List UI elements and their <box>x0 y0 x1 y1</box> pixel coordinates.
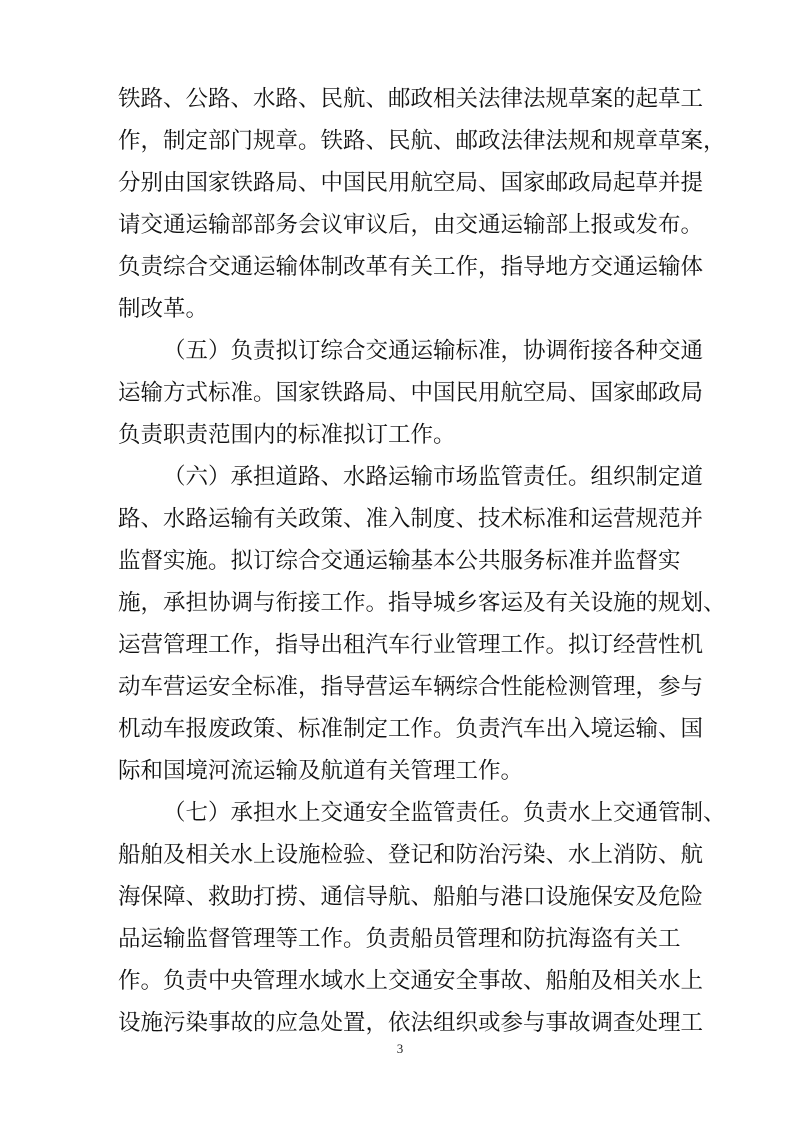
text-line: 路、水路运输有关政策、准入制度、技术标准和运营规范并 <box>118 506 704 532</box>
text-line: 运输方式标准。国家铁路局、中国民用航空局、国家邮政局 <box>118 380 704 406</box>
paragraph-heading-7: （七）承担水上交通安全监管责任。负责水上交通管制、 <box>163 800 726 826</box>
text-line: 际和国境河流运输及航道有关管理工作。 <box>118 758 524 784</box>
page-number: 3 <box>396 1041 404 1056</box>
paragraph-heading-5: （五）负责拟订综合交通运输标准，协调衔接各种交通 <box>163 338 704 364</box>
text-line: 分别由国家铁路局、中国民用航空局、国家邮政局起草并提 <box>118 170 704 196</box>
text-line: 船舶及相关水上设施检验、登记和防治污染、水上消防、航 <box>118 842 704 868</box>
text-line: 施，承担协调与衔接工作。指导城乡客运及有关设施的规划、 <box>118 590 726 616</box>
text-line: 动车营运安全标准，指导营运车辆综合性能检测管理，参与 <box>118 674 704 700</box>
text-line: 作。负责中央管理水域水上交通安全事故、船舶及相关水上 <box>118 968 704 994</box>
text-line: 铁路、公路、水路、民航、邮政相关法律法规草案的起草工 <box>118 86 704 112</box>
text-line: 海保障、救助打捞、通信导航、船舶与港口设施保安及危险 <box>118 884 704 910</box>
text-line: 品运输监督管理等工作。负责船员管理和防抗海盗有关工 <box>118 926 681 952</box>
text-line: 机动车报废政策、标准制定工作。负责汽车出入境运输、国 <box>118 716 704 742</box>
text-line: 制改革。 <box>118 296 209 322</box>
text-line: 作，制定部门规章。铁路、民航、邮政法律法规和规章草案， <box>118 128 726 154</box>
text-line: 设施污染事故的应急处置，依法组织或参与事故调查处理工 <box>118 1010 704 1036</box>
text-line: 监督实施。拟订综合交通运输基本公共服务标准并监督实 <box>118 548 681 574</box>
paragraph-heading-6: （六）承担道路、水路运输市场监管责任。组织制定道 <box>163 464 704 490</box>
text-line: 负责综合交通运输体制改革有关工作，指导地方交通运输体 <box>118 254 704 280</box>
text-line: 运营管理工作，指导出租汽车行业管理工作。拟订经营性机 <box>118 632 704 658</box>
text-line: 负责职责范围内的标准拟订工作。 <box>118 422 456 448</box>
text-line: 请交通运输部部务会议审议后，由交通运输部上报或发布。 <box>118 212 704 238</box>
